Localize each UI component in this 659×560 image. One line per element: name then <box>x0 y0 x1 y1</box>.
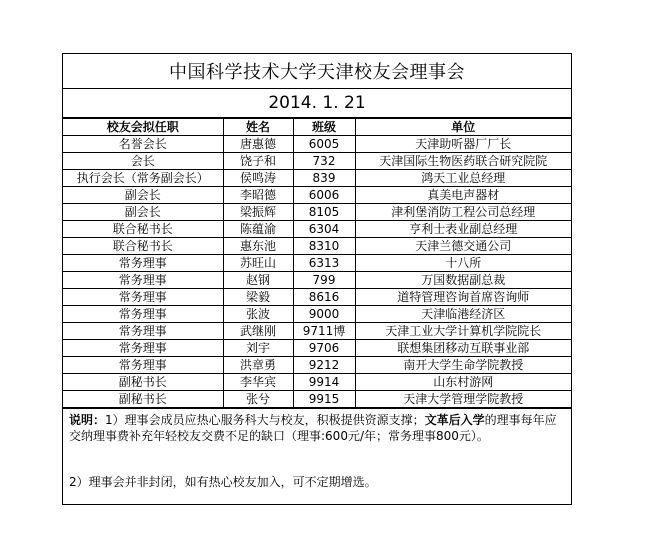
cell-class: 9914 <box>293 374 355 391</box>
table-row <box>63 323 571 340</box>
cell-organization: 道特管理咨询首席咨询师 <box>355 289 571 306</box>
cell-class: 799 <box>293 272 355 289</box>
cell-position: 副会长 <box>63 187 223 204</box>
roster-table <box>63 118 571 408</box>
column-header-organization: 单位 <box>355 119 571 136</box>
cell-organization: 天津临港经济区 <box>355 306 571 323</box>
cell-name: 李华宾 <box>223 374 293 391</box>
cell-class: 9212 <box>293 357 355 374</box>
cell-position: 名誉会长 <box>63 136 223 153</box>
cell-class: 9915 <box>293 391 355 408</box>
cell-name: 刘宇 <box>223 340 293 357</box>
cell-organization: 天津兰德交通公司 <box>355 238 571 255</box>
roster-body <box>63 136 571 408</box>
cell-position: 联合秘书长 <box>63 221 223 238</box>
cell-position: 常务理事 <box>63 255 223 272</box>
cell-name: 张兮 <box>223 391 293 408</box>
table-row <box>63 391 571 408</box>
cell-position: 常务理事 <box>63 340 223 357</box>
cell-name: 李昭德 <box>223 187 293 204</box>
cell-class: 8105 <box>293 204 355 221</box>
cell-position: 常务理事 <box>63 272 223 289</box>
cell-organization: 十八所 <box>355 255 571 272</box>
notes-section <box>63 408 571 448</box>
note-1-part-a: 1）理事会成员应热心服务科大与校友，积极提供资源支撑； <box>105 413 425 427</box>
cell-name: 武继刚 <box>223 323 293 340</box>
cell-position: 常务理事 <box>63 289 223 306</box>
note-2: 2）理事会并非封闭，如有热心校友加入，可不定期增选。 <box>69 475 377 489</box>
table-row <box>63 306 571 323</box>
table-row <box>63 374 571 391</box>
cell-name: 惠东池 <box>223 238 293 255</box>
cell-position: 会长 <box>63 153 223 170</box>
sheet-title: 中国科学技术大学天津校友会理事会 <box>63 54 571 89</box>
cell-position: 常务理事 <box>63 357 223 374</box>
note-1-emphasis: 文革后入学 <box>424 413 485 427</box>
table-row <box>63 357 571 374</box>
notes-spacer <box>63 448 571 474</box>
cell-name: 张波 <box>223 306 293 323</box>
cell-class: 9711博 <box>293 323 355 340</box>
cell-position: 常务理事 <box>63 306 223 323</box>
cell-position: 联合秘书长 <box>63 238 223 255</box>
cell-organization: 天津大学管理学院教授 <box>355 391 571 408</box>
cell-class: 839 <box>293 170 355 187</box>
board-roster-sheet <box>62 53 572 505</box>
cell-name: 陈蕴渝 <box>223 221 293 238</box>
column-header-position: 校友会拟任职 <box>63 119 223 136</box>
cell-class: 6313 <box>293 255 355 272</box>
column-header-class: 班级 <box>293 119 355 136</box>
cell-class: 9706 <box>293 340 355 357</box>
cell-name: 赵钢 <box>223 272 293 289</box>
table-row <box>63 221 571 238</box>
table-row <box>63 289 571 306</box>
notes-label: 说明： <box>69 413 106 427</box>
cell-name: 唐惠德 <box>223 136 293 153</box>
table-row <box>63 340 571 357</box>
cell-name: 饶子和 <box>223 153 293 170</box>
cell-name: 梁毅 <box>223 289 293 306</box>
table-row <box>63 204 571 221</box>
cell-name: 苏旺山 <box>223 255 293 272</box>
cell-organization: 天津工业大学计算机学院院长 <box>355 323 571 340</box>
cell-class: 6006 <box>293 187 355 204</box>
cell-name: 洪章勇 <box>223 357 293 374</box>
table-row <box>63 136 571 153</box>
table-row <box>63 238 571 255</box>
table-row <box>63 255 571 272</box>
cell-organization: 山东村游网 <box>355 374 571 391</box>
cell-name: 梁振辉 <box>223 204 293 221</box>
cell-class: 8616 <box>293 289 355 306</box>
cell-position: 副秘书长 <box>63 374 223 391</box>
cell-class: 732 <box>293 153 355 170</box>
table-row <box>63 170 571 187</box>
cell-organization: 亨利士表业副总经理 <box>355 221 571 238</box>
table-header-row <box>63 119 571 136</box>
cell-organization: 万国数据副总裁 <box>355 272 571 289</box>
cell-class: 9000 <box>293 306 355 323</box>
cell-organization: 津利堡消防工程公司总经理 <box>355 204 571 221</box>
cell-organization: 真美电声器材 <box>355 187 571 204</box>
table-row <box>63 272 571 289</box>
cell-class: 8310 <box>293 238 355 255</box>
cell-position: 副秘书长 <box>63 391 223 408</box>
cell-position: 副会长 <box>63 204 223 221</box>
column-header-name: 姓名 <box>223 119 293 136</box>
cell-organization: 鸿天工业总经理 <box>355 170 571 187</box>
cell-class: 6005 <box>293 136 355 153</box>
cell-position: 执行会长（常务副会长） <box>63 170 223 187</box>
sheet-date: 2014. 1. 21 <box>63 89 571 118</box>
table-row <box>63 187 571 204</box>
table-row <box>63 153 571 170</box>
cell-organization: 天津助听器厂厂长 <box>355 136 571 153</box>
cell-position: 常务理事 <box>63 323 223 340</box>
note-1-part-b: 的理事每年应交纳理事费补充年轻校友交费不足的缺口（理事:600元/年；常务理事800元）。 <box>69 413 557 443</box>
cell-organization: 联想集团移动互联事业部 <box>355 340 571 357</box>
cell-organization: 南开大学生命学院教授 <box>355 357 571 374</box>
cell-class: 6304 <box>293 221 355 238</box>
cell-organization: 天津国际生物医药联合研究院院 <box>355 153 571 170</box>
cell-name: 侯鸣涛 <box>223 170 293 187</box>
